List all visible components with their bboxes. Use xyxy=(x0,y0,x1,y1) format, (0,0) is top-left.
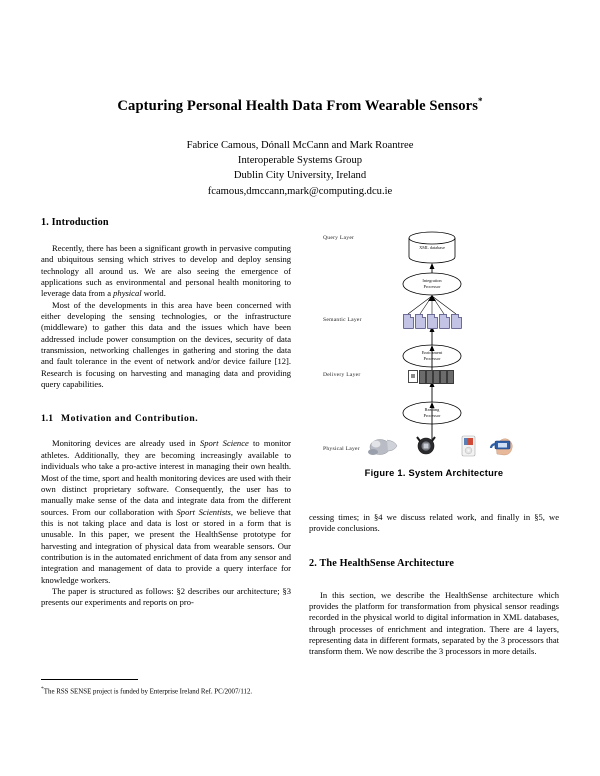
layer-label-physical: Physical Layer xyxy=(323,446,360,452)
left-column xyxy=(41,216,291,609)
reading-processor-label-1: Reading xyxy=(424,407,440,412)
motivation-text-c: , we believe that this is not taking place and data is lost or stored in a form that is unusable. In this paper, we present the HealthSense prototype for harvesting and integration of physical data from wearable sensors. Our contribution is in the automated enrichment of data from any sensor and integration and management of data to provide a query interface for knowledge workers. xyxy=(41,506,291,585)
emphasis-sport-scientists: Sport Scientists xyxy=(176,506,231,517)
xml-database-shape xyxy=(409,232,455,263)
paragraph-architecture-1: In this section, we describe the HealthSense architecture which provides the platform for transformation from physical sensor readings recorded in the physical world to digital information in XML databases, through processes of enrichment and integration. There are 4 layers, representing data in different formats, separated by the 3 processors that transform them. We now describe the 3 processors in more details. xyxy=(309,589,559,657)
media-player-icon xyxy=(462,436,475,456)
delivery-bar xyxy=(433,370,440,384)
layer-label-delivery: Delivery Layer xyxy=(323,372,361,378)
enrichment-processor-label-1: Enrichment xyxy=(421,350,443,355)
footnote xyxy=(41,685,291,697)
integration-processor-shape xyxy=(403,273,461,295)
delivery-stream-icon xyxy=(408,370,418,383)
figure-caption: Figure 1. System Architecture xyxy=(364,468,504,478)
paragraph-intro-1 xyxy=(41,243,291,300)
paragraph-intro-2: Most of the developments in this area have been concerned with either developing the sensing technologies, or the infrastructure (middleware) to gather this data and the issues which have been addressed include power consumption on the devices, security of data transmission, networking challenges in gathering and storing the data and fault tolerance in the event of network and/or device failure [12]. Research is focusing on harvesting and managing data and providing query capabilities. xyxy=(41,299,291,390)
emphasis-physical: physical xyxy=(113,288,142,299)
subsection-number: 1.1 xyxy=(41,413,53,425)
emphasis-sport-science: Sport Science xyxy=(199,438,249,449)
figure-system-architecture xyxy=(309,222,559,490)
semantic-document xyxy=(415,314,426,329)
xml-database-label: XML database xyxy=(419,245,445,250)
title-text: Capturing Personal Health Data From Wearable Sensors xyxy=(117,97,478,114)
affiliation-group: Interoperable Systems Group xyxy=(237,155,363,167)
paragraph-intro-1-tail: world. xyxy=(141,288,166,299)
layer-label-query: Query Layer xyxy=(323,235,355,241)
page-title xyxy=(45,96,555,115)
paragraph-intro-1-text: Recently, there has been a significant growth in pervasive computing and ubiquitous sensing which strives to develop and deploy sensing technology all around us. We are also seeing the emergence of applications such as environmental and personal health monitoring to leverage data from a xyxy=(41,243,291,299)
section-heading-architecture: 2. The HealthSense Architecture xyxy=(309,557,455,569)
delivery-bar xyxy=(419,370,426,384)
section-heading-introduction: 1. Introduction xyxy=(41,217,109,228)
paragraph-structure: The paper is structured as follows: §2 describes our architecture; §3 presents our experiments and reports on pro- xyxy=(41,585,291,608)
delivery-bar xyxy=(447,370,454,384)
reading-processor-label-2: Processor xyxy=(423,413,441,418)
delivery-bar xyxy=(426,370,433,384)
motivation-text-b: to monitor athletes. Additionally, they are becoming increasingly available to individuals who take a pro-active interest in managing their own health. Most of the time, sport and health monitoring devices are used with their own distinct proprietary software. Consequently, the user has to manually make sense of the data and integrate data from the different sources. From our collaboration with xyxy=(41,438,291,517)
subsection-heading-motivation xyxy=(41,412,291,425)
footnote-divider xyxy=(41,679,138,680)
semantic-document xyxy=(439,314,450,329)
subsection-title: Motivation and Contribution. xyxy=(61,413,199,425)
paragraph-structure-continuation: cessing times; in §4 we discuss related work, and finally in §5, we provide conclusions. xyxy=(309,512,559,534)
right-column xyxy=(309,512,559,658)
foot-pod-sensor-icon xyxy=(368,440,397,456)
affiliation-institution: Dublin City University, Ireland xyxy=(233,170,367,182)
author-names: Fabrice Camous, Dónall McCann and Mark Roantree xyxy=(186,140,414,151)
title-footnote-marker: * xyxy=(477,96,483,106)
enrichment-processor-label-2: Processor xyxy=(423,356,441,361)
delivery-bar xyxy=(440,370,447,384)
wrist-monitor-icon xyxy=(491,439,512,455)
footnote-marker: * xyxy=(41,686,44,692)
semantic-document xyxy=(403,314,414,329)
motivation-text-a: Monitoring devices are already used in xyxy=(52,438,200,449)
layer-label-semantic: Semantic Layer xyxy=(323,317,362,323)
footnote-text: The RSS SENSE project is funded by Enterprise Ireland Ref. PC/2007/112. xyxy=(43,688,253,696)
integration-processor-label-2: Processor xyxy=(423,284,441,289)
author-block xyxy=(45,138,555,199)
author-email: fcamous,dmccann,mark@computing.dcu.ie xyxy=(207,185,393,197)
semantic-document xyxy=(451,314,462,329)
sport-watch-icon xyxy=(417,437,435,454)
integration-processor-label-1: Integration xyxy=(422,278,442,283)
paragraph-motivation-1 xyxy=(41,438,291,585)
semantic-document xyxy=(427,314,438,329)
